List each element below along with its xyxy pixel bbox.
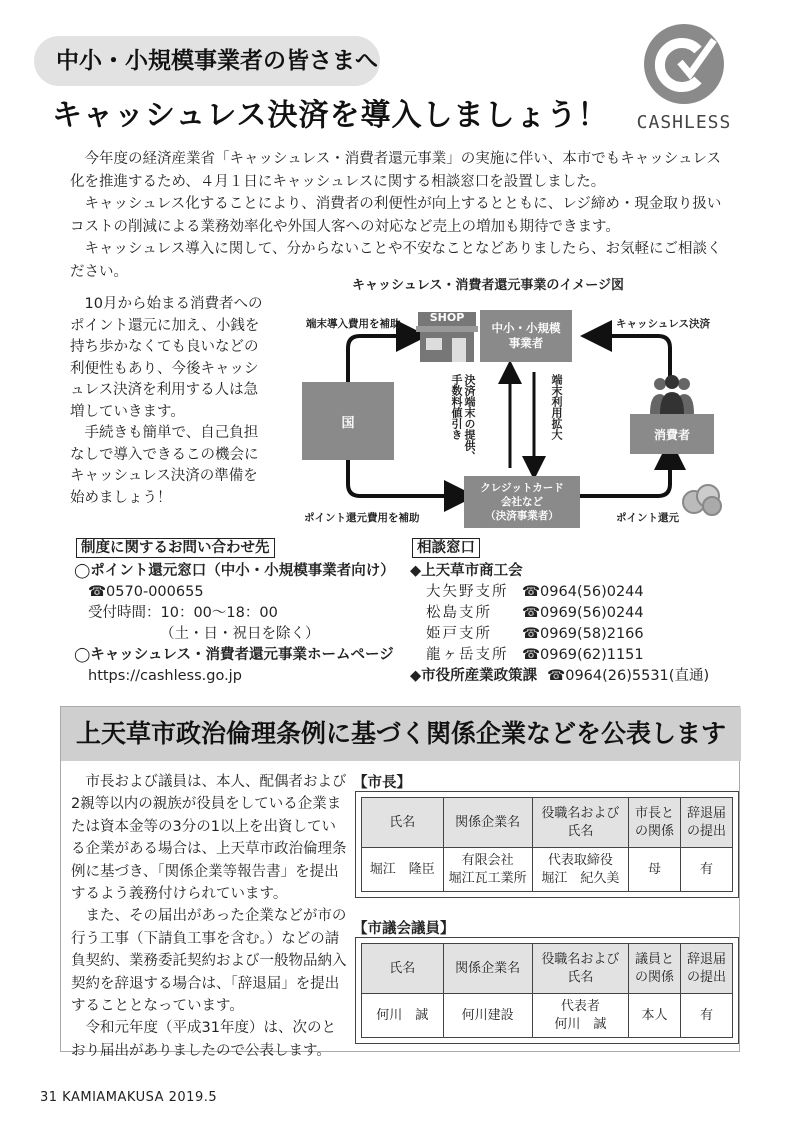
table-header: 関係企業名 <box>443 944 532 994</box>
branch-name: 松島支所 <box>426 605 492 621</box>
consultation-section <box>410 538 740 687</box>
section-paragraph: 市長および議員は、本人、配偶者および2親等以内の親族が役員をしている企業または資本金等の3分の1以上を出資している企業がある場合は、上天草市政治倫理条例に基づき、「関係企業等報告書」を提出するよう義務付けられています。 <box>71 774 347 903</box>
shop-sign: SHOP <box>429 311 465 324</box>
coins-icon <box>680 482 724 516</box>
city-office-tel: ☎0964(26)5531(直通) <box>547 668 710 684</box>
label-terminal-subsidy: 端末導入費用を補助 <box>306 318 401 330</box>
branch-tel: ☎0964(56)0244 <box>522 584 644 600</box>
intro-paragraph: 今年度の経済産業省「キャッシュレス・消費者還元事業」の実施に伴い、本市でもキャッシュレス化を推進するため、４月１日にキャッシュレスに関する相談窓口を設置しました。 <box>70 151 722 190</box>
point-window-title: ◯ポイント還元窓口（中小・小規模事業者向け） <box>74 563 395 579</box>
country-label: 国 <box>341 415 355 431</box>
credit-company-box <box>464 476 580 528</box>
branch-name: 姫戸支所 <box>426 626 492 642</box>
table-header: 役職名および 氏名 <box>532 798 628 848</box>
table-header: 辞退届の提出 <box>681 944 733 994</box>
table-header: 氏名 <box>362 944 444 994</box>
ethics-ordinance-section <box>60 706 740 1059</box>
credit-company-label: クレジットカード 会社など （決済事業者） <box>480 482 564 522</box>
label-cashless-payment: キャッシュレス決済 <box>616 318 710 330</box>
inquiry-heading: 制度に関するお問い合わせ先 <box>76 538 275 558</box>
website-url[interactable]: https://cashless.go.jp <box>88 668 242 684</box>
table-cell: 本人 <box>629 994 681 1038</box>
table-header: 氏名 <box>362 798 444 848</box>
consumer-label: 消費者 <box>653 427 690 442</box>
table-row <box>362 994 733 1038</box>
branch-name: 龍ヶ岳支所 <box>426 647 509 663</box>
mayor-table <box>355 791 739 898</box>
label-point-return: ポイント還元 <box>616 512 679 524</box>
page-footer: 31 KAMIAMAKUSA 2019.5 <box>40 1090 218 1105</box>
table-header: 市長との関係 <box>629 798 681 848</box>
section-title: 上天草市政治倫理条例に基づく関係企業などを公表します <box>61 707 741 761</box>
table-cell: 有 <box>681 848 733 892</box>
mayor-table-title: 【市長】 <box>353 775 411 791</box>
intro-paragraph: キャッシュレス導入に関して、分からないことや不安なことなどありましたら、お気軽にご相談ください。 <box>70 241 722 280</box>
branch-row <box>410 582 740 603</box>
section-paragraph: 令和元年度（平成31年度）は、次のとおり届出がありましたので公表します。 <box>71 1020 336 1059</box>
label-terminal-expansion: 端末利用拡大 <box>550 374 563 440</box>
cashless-check-icon <box>634 22 734 112</box>
table-header: 役職名および 氏名 <box>532 944 628 994</box>
branch-tel: ☎0969(62)1151 <box>522 647 644 663</box>
chamber-name: ◆上天草市商工会 <box>410 563 523 579</box>
point-window-hours: 受付時間：10：00〜18：00 <box>88 605 278 621</box>
table-cell: 母 <box>629 848 681 892</box>
website-title: ◯キャッシュレス・消費者還元事業ホームページ <box>74 647 394 663</box>
table-header: 辞退届の提出 <box>681 798 733 848</box>
shop-icon <box>414 310 480 362</box>
table-header: 議員との関係 <box>629 944 681 994</box>
branch-row <box>410 624 740 645</box>
table-cell: 有 <box>681 994 733 1038</box>
label-terminal-provision: 決済端末の提供、手数料値引き <box>450 374 476 462</box>
consumer-icon <box>646 374 698 414</box>
point-window-phone: ☎0570-000655 <box>88 584 204 600</box>
table-cell: 何川建設 <box>443 994 532 1038</box>
table-cell: 有限会社 堀江瓦工業所 <box>443 848 532 892</box>
branch-name: 大矢野支所 <box>426 584 509 600</box>
table-header: 関係企業名 <box>443 798 532 848</box>
branch-tel: ☎0969(58)2166 <box>522 626 644 642</box>
business-box <box>480 310 572 362</box>
side-paragraph: 10月から始まる消費者へのポイント還元に加え、小銭を持ち歩かなくても良いなどの利便性もあり、今後キャッシュレス決済を利用する人は急増していきます。 <box>70 296 263 420</box>
logo-text: CASHLESS <box>636 112 732 133</box>
label-point-subsidy: ポイント還元費用を補助 <box>304 512 420 524</box>
consumer-box <box>630 414 714 454</box>
page-title: キャッシュレス決済を導入しましょう！ <box>52 98 609 133</box>
country-box <box>302 382 394 460</box>
section-paragraph: また、その届出があった企業などが市の行う工事（下請負工事を含む。）などの請負契約、業務委託契約および一般物品納入契約を辞退する場合は、「辞退届」を提出することとなっています。 <box>71 908 347 1015</box>
branch-tel: ☎0969(56)0244 <box>522 605 644 621</box>
council-table <box>355 937 739 1044</box>
inquiry-section <box>74 538 404 687</box>
target-audience-banner: 中小・小規模事業者の皆さまへ <box>34 36 380 86</box>
branch-row <box>410 645 740 666</box>
section-text <box>71 771 349 1062</box>
business-label: 中小・小規模 事業者 <box>491 321 561 350</box>
diagram-title: キャッシュレス・消費者還元事業のイメージ図 <box>352 278 624 293</box>
side-text <box>70 294 270 509</box>
intro-paragraph: キャッシュレス化することにより、消費者の利便性が向上するとともに、レジ締め・現金取り扱いコストの削減による業務効率化や外国人客への対応など売上の増加も期待できます。 <box>70 196 722 235</box>
table-cell: 何川 誠 <box>362 994 444 1038</box>
table-cell: 代表取締役 堀江 紀久美 <box>532 848 628 892</box>
council-table-title: 【市議会議員】 <box>353 921 455 937</box>
branch-row <box>410 603 740 624</box>
table-row <box>362 848 733 892</box>
consultation-heading: 相談窓口 <box>412 538 480 558</box>
cashless-diagram <box>280 270 740 530</box>
intro-text <box>70 148 730 283</box>
cashless-logo <box>634 22 734 138</box>
point-window-hours-note: （土・日・祝日を除く） <box>160 626 320 642</box>
table-cell: 堀江 隆臣 <box>362 848 444 892</box>
table-cell: 代表者 何川 誠 <box>532 994 628 1038</box>
side-paragraph: 手続きも簡単で、自己負担なしで導入できるこの機会にキャッシュレス決済の準備を始めましょう！ <box>70 425 259 506</box>
city-office-name: ◆市役所産業政策課 <box>410 668 538 684</box>
city-office-row <box>410 666 740 687</box>
